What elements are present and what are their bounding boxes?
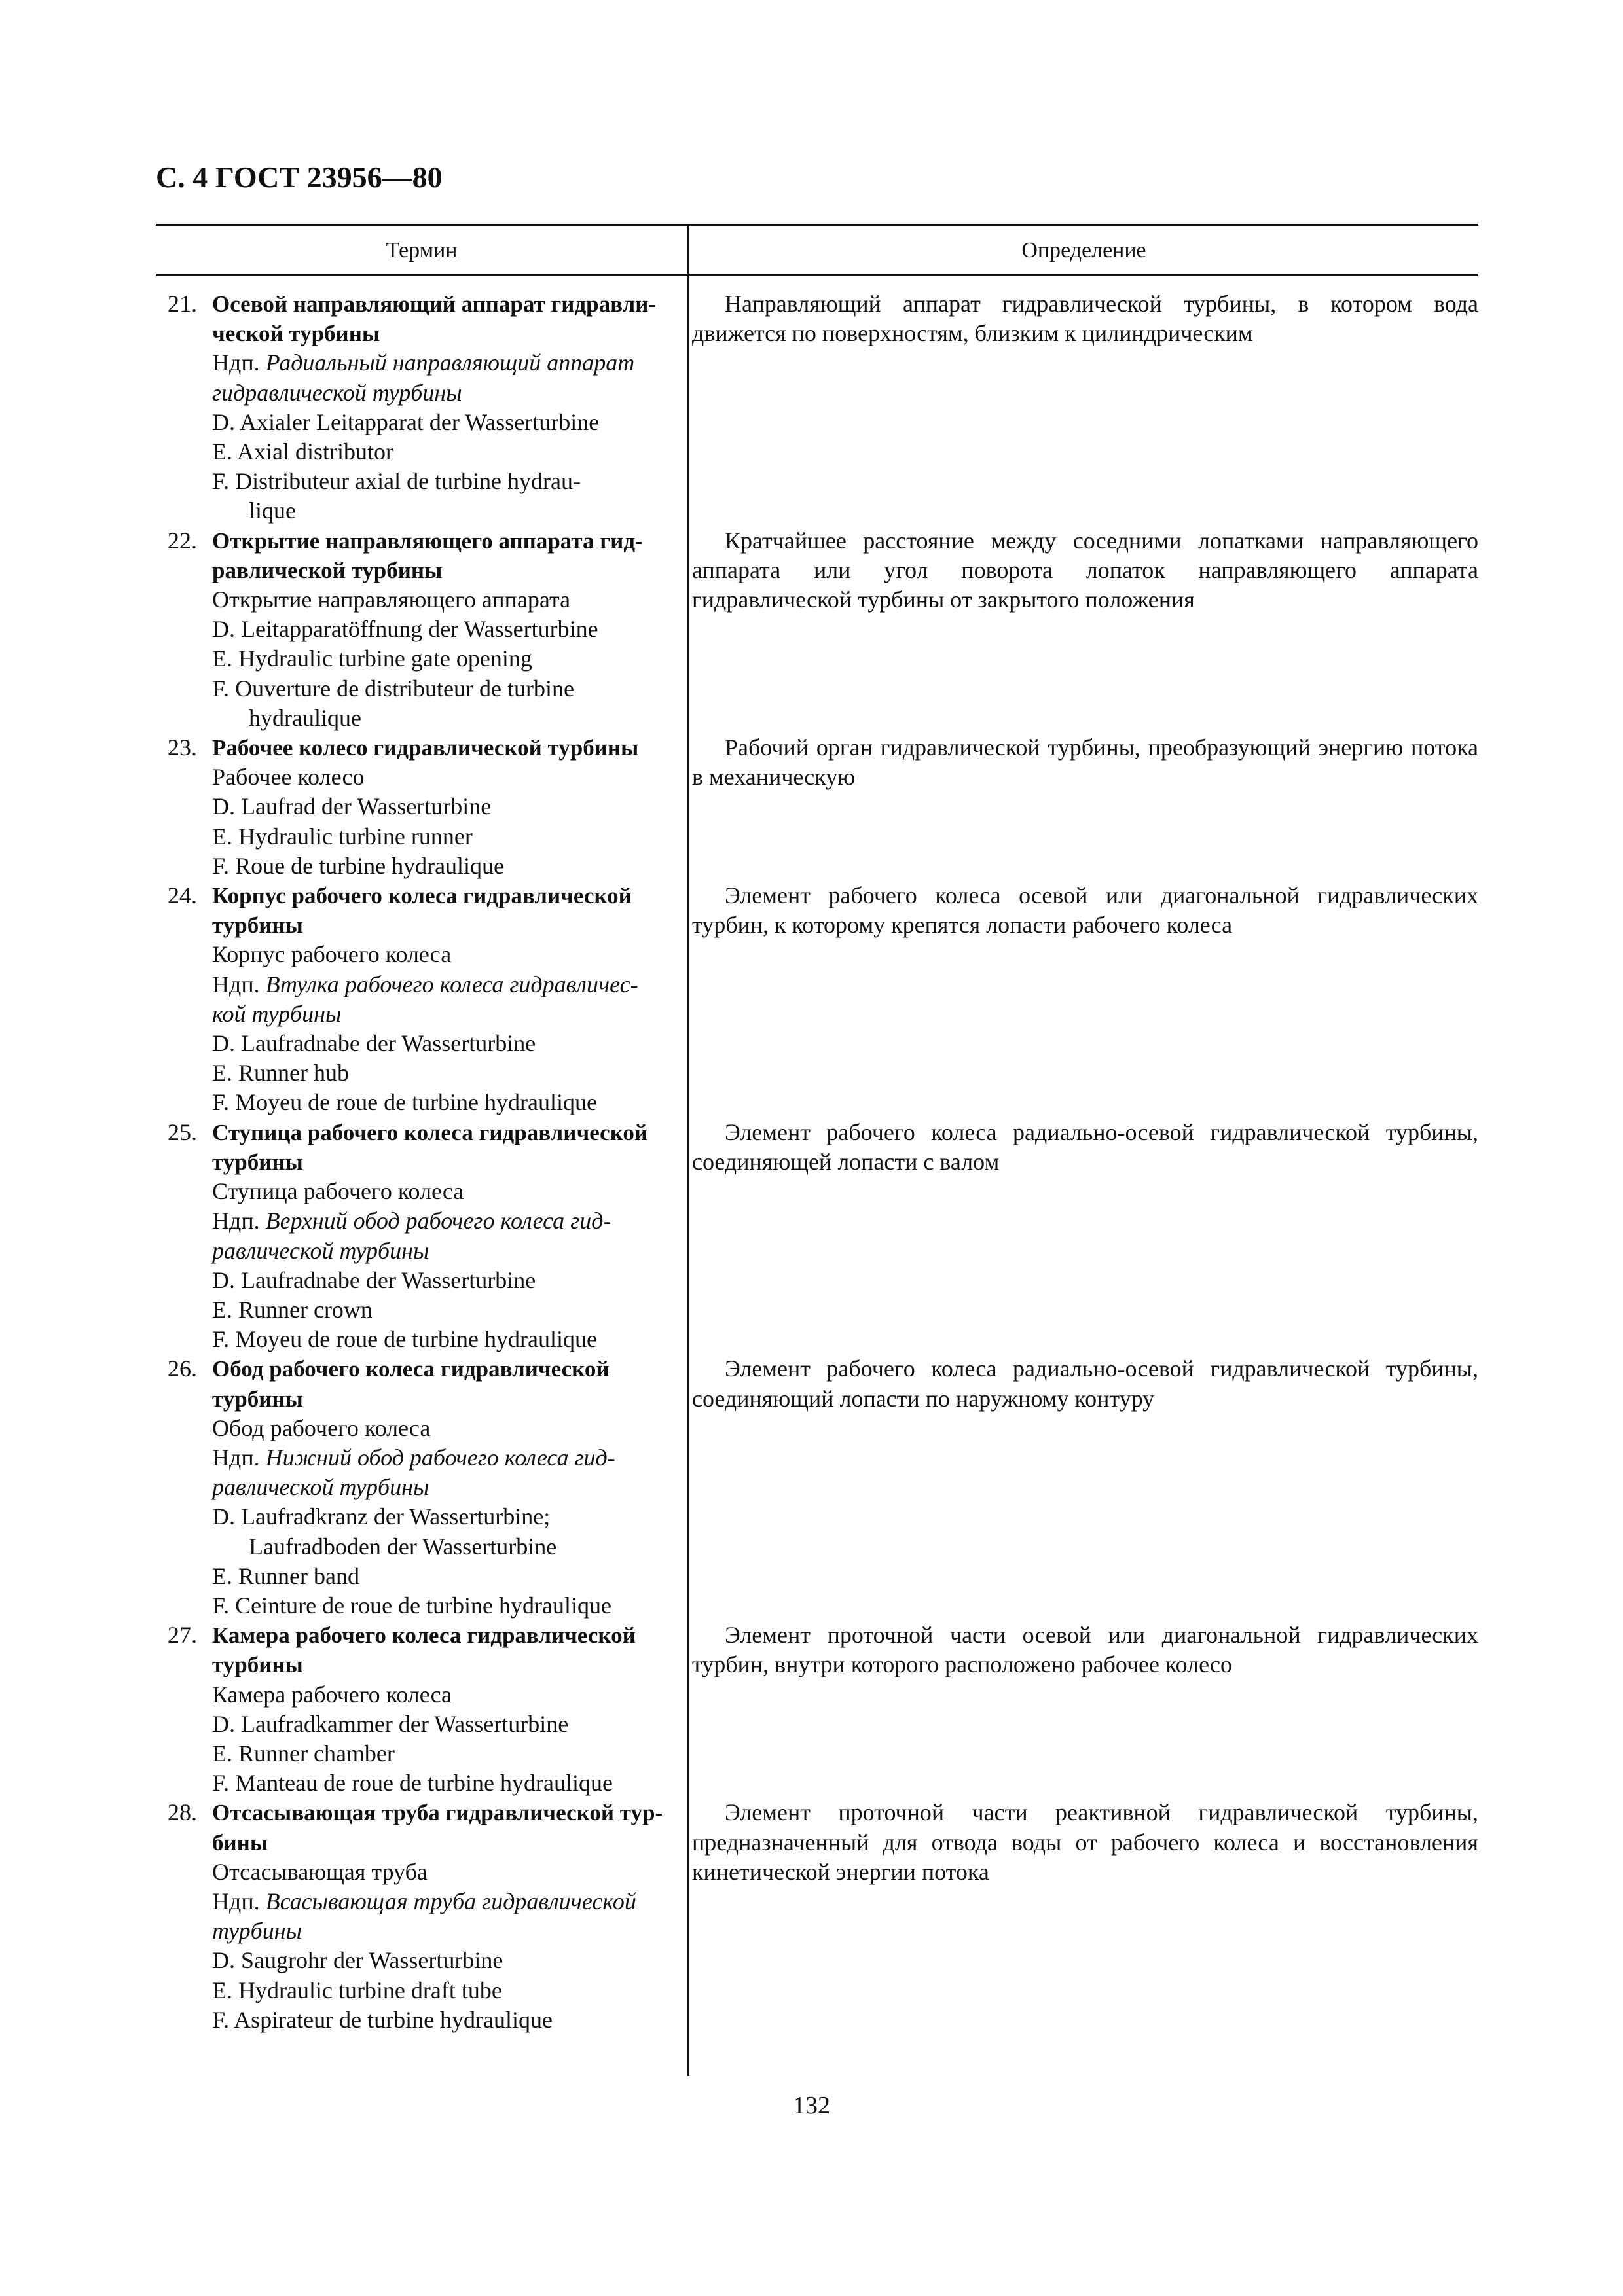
term-detail-line [212,1266,673,1295]
term-detail-line [212,1591,673,1621]
page-number: 132 [793,2092,830,2119]
term-detail-text: D. Saugrohr der Wasserturbine [212,1947,503,1974]
term-detail-text: E. Hydraulic turbine runner [212,823,473,850]
term-detail-line [212,1916,673,1946]
terms-table [156,224,1478,2076]
term-cell [156,1798,673,2035]
term-detail-text: D. Laufrad der Wasserturbine [212,793,492,820]
term-detail-line [212,792,673,821]
term-title-line: турбины [212,1149,303,1175]
term-cell [156,1118,673,1355]
term-detail-line [212,437,673,467]
term-cell [156,881,673,1118]
term-title [212,1118,673,1177]
entry-number: 23. [168,734,197,761]
definition-cell [689,1118,1478,1177]
term-cell [156,733,673,881]
term-title-line: Отсасывающая труба гидравлической тур- [212,1800,663,1826]
term-detail-line [212,1710,673,1739]
term-entry [156,1118,1478,1355]
table-header-rule [156,274,1478,276]
term-title-line: турбины [212,912,303,939]
entry-number: 22. [168,527,197,554]
term-entry [156,1621,1478,1798]
term-detail-line [212,1236,673,1266]
term-detail-line [212,852,673,881]
term-detail-line [212,467,673,496]
definition-text: Элемент рабочего колеса осевой или диагональной гидравлических турбин, к которому крепятся лопасти рабочего колеса [692,882,1478,939]
term-detail-text: Камера рабочего колеса [212,1681,452,1708]
term-detail-text: F. Distributeur axial de turbine hydrau- [212,468,581,495]
definition-cell [689,733,1478,792]
term-title [212,881,673,940]
term-detail-line [212,1976,673,2005]
term-detail-text: F. Moyeu de roue de turbine hydraulique [212,1089,597,1116]
term-detail-line [212,615,673,644]
definition-text: Элемент проточной части осевой или диагональной гидравлических турбин, внутри которого расположено рабочее колесо [692,1622,1478,1678]
definition-text: Рабочий орган гидравлической турбины, преобразующий энергию потока в механическую [692,734,1478,791]
entry-number: 27. [168,1622,197,1649]
entry-number: 28. [168,1799,197,1826]
term-detail-line [212,1414,673,1443]
column-header-term: Термин [386,238,458,262]
deprecated-term: равлической турбины [212,1237,429,1264]
term-detail-text: Ндп. [212,971,266,997]
term-title [212,1354,673,1413]
term-entry [156,733,1478,881]
term-detail-line [212,1502,673,1532]
term-title-line: Осевой направляющий аппарат гидравли- [212,291,657,317]
term-detail-line [212,408,673,437]
entries-list [156,289,1478,2035]
term-detail-line [212,1443,673,1473]
deprecated-term: равлической турбины [212,1474,429,1501]
term-detail-line [212,378,673,408]
deprecated-term: кой турбины [212,1000,342,1027]
definition-text: Элемент проточной части реактивной гидравлической турбины, предназначенный для отвода воды от рабочего колеса и восстановления кинетической энергии потока [692,1799,1478,1885]
term-detail-text: D. Laufradnabe der Wasserturbine [212,1266,536,1293]
term-cell [156,526,673,733]
term-detail-line [212,1029,673,1058]
term-detail-text: Ступица рабочего колеса [212,1178,464,1205]
term-entry [156,1798,1478,2035]
term-detail-line [212,1206,673,1236]
term-title-line: турбины [212,1652,303,1678]
term-title [212,1798,673,1857]
term-title-line: ческой турбины [212,321,380,347]
term-title-line: равлической турбины [212,557,443,583]
term-detail-line [212,1532,673,1562]
definition-text: Элемент рабочего колеса радиально-осевой гидравлической турбины, соединяющей лопасти с валом [692,1119,1478,1175]
term-detail-line [212,1768,673,1798]
term-detail-line [212,496,673,526]
term-title-line: Камера рабочего колеса гидравлической [212,1623,636,1649]
term-detail-text: F. Aspirateur de turbine hydraulique [212,2006,553,2033]
term-title [212,733,673,762]
term-detail-text: D. Laufradkammer der Wasserturbine [212,1710,569,1737]
definition-cell [689,1798,1478,1887]
term-detail-line [212,1739,673,1768]
term-detail-text: E. Hydraulic turbine gate opening [212,645,532,672]
term-detail-text: D. Leitapparatöffnung der Wasserturbine [212,616,598,643]
term-title [212,526,673,585]
term-title [212,289,673,348]
term-entry [156,289,1478,526]
term-detail-line [212,940,673,969]
term-cell [156,1621,673,1798]
term-detail-text: E. Runner hub [212,1060,349,1086]
term-detail-text: F. Manteau de roue de turbine hydraulique [212,1770,613,1797]
term-detail-text: F. Ceinture de roue de turbine hydraulique [212,1592,611,1619]
term-detail-line [212,1177,673,1206]
deprecated-term: турбины [212,1918,302,1945]
term-entry [156,1354,1478,1621]
term-detail-line [212,1473,673,1502]
term-detail-text: Обод рабочего колеса [212,1414,431,1441]
definition-cell [689,881,1478,940]
term-detail-line [212,1295,673,1325]
term-detail-line [212,644,673,673]
term-detail-line [212,1680,673,1710]
term-detail-line [212,1562,673,1591]
column-header-definition: Определение [1021,238,1146,262]
term-title [212,1621,673,1679]
term-detail-text: Отсасывающая труба [212,1858,428,1885]
definition-text: Элемент рабочего колеса радиально-осевой гидравлической турбины, соединяющий лопасти по наружному контуру [692,1355,1478,1412]
term-detail-text: E. Runner crown [212,1296,373,1323]
term-title-line: Ступица рабочего колеса гидравлической [212,1119,648,1145]
term-cell [156,1354,673,1621]
term-detail-text: Корпус рабочего колеса [212,941,452,968]
term-detail-text: Ндп. [212,350,266,376]
term-detail-line [212,1946,673,1975]
deprecated-term: Всасывающая труба гидравлической [265,1888,636,1914]
term-detail-text: E. Runner chamber [212,1740,395,1767]
definition-text: Направляющий аппарат гидравлической турбины, в котором вода движется по поверхностям, близким к цилиндрическим [692,291,1478,347]
definition-cell [689,289,1478,348]
term-detail-text: lique [249,497,296,524]
term-detail-text: E. Axial distributor [212,439,393,465]
deprecated-term: Втулка рабочего колеса гидравличес- [265,971,638,997]
term-title-line: бины [212,1829,268,1856]
term-detail-line [212,704,673,733]
term-title-line: Рабочее колесо гидравлической турбины [212,735,639,761]
term-detail-line [212,1325,673,1354]
entry-number: 24. [168,882,197,909]
definition-cell [689,1354,1478,1413]
entry-number: 25. [168,1119,197,1145]
term-entry [156,526,1478,733]
definition-cell [689,526,1478,615]
term-detail-text: Рабочее колесо [212,764,365,791]
term-detail-line [212,999,673,1029]
term-detail-line [212,348,673,378]
term-detail-line [212,822,673,852]
term-detail-line [212,585,673,615]
term-detail-text: hydraulique [249,704,361,731]
entry-number: 26. [168,1355,197,1382]
term-detail-text: D. Laufradnabe der Wasserturbine [212,1030,536,1057]
deprecated-term: Нижний обод рабочего колеса гид- [265,1444,615,1471]
term-detail-text: E. Hydraulic turbine draft tube [212,1977,502,2003]
term-title-line: Обод рабочего колеса гидравлической [212,1356,610,1382]
term-detail-text: Laufradboden der Wasserturbine [249,1533,557,1560]
term-title-line: Корпус рабочего колеса гидравлической [212,883,632,909]
term-detail-text: E. Runner band [212,1562,359,1589]
term-detail-line [212,1857,673,1887]
definition-cell [689,1621,1478,1679]
term-entry [156,881,1478,1118]
term-detail-line [212,762,673,792]
term-detail-text: Ндп. [212,1888,266,1914]
term-detail-text: F. Roue de turbine hydraulique [212,852,505,879]
term-detail-text: D. Laufradkranz der Wasserturbine; [212,1503,551,1530]
term-detail-text: F. Ouverture de distributeur de turbine [212,675,574,702]
term-title-line: Открытие направляющего аппарата гид- [212,528,643,554]
entry-number: 21. [168,291,197,317]
term-detail-text: D. Axialer Leitapparat der Wasserturbine [212,408,600,435]
page-header: С. 4 ГОСТ 23956—80 [156,160,443,194]
term-detail-line [212,674,673,704]
term-detail-text: Ндп. [212,1208,266,1234]
definition-text: Кратчайшее расстояние между соседними лопатками направляющего аппарата или угол поворота лопаток направляющего аппарата гидравлической турбины от закрытого положения [692,527,1478,613]
term-detail-line [212,970,673,999]
term-detail-line [212,1887,673,1916]
deprecated-term: Верхний обод рабочего колеса гид- [265,1208,611,1234]
term-detail-line [212,2005,673,2035]
deprecated-term: гидравлической турбины [212,379,462,406]
term-detail-text: F. Moyeu de roue de turbine hydraulique [212,1326,597,1353]
term-cell [156,289,673,526]
table-top-rule [156,224,1478,226]
term-detail-text: Открытие направляющего аппарата [212,586,571,613]
deprecated-term: Радиальный направляющий аппарат [265,350,635,376]
term-title-line: турбины [212,1386,303,1412]
term-detail-line [212,1058,673,1088]
term-detail-text: Ндп. [212,1444,266,1471]
term-detail-line [212,1088,673,1117]
